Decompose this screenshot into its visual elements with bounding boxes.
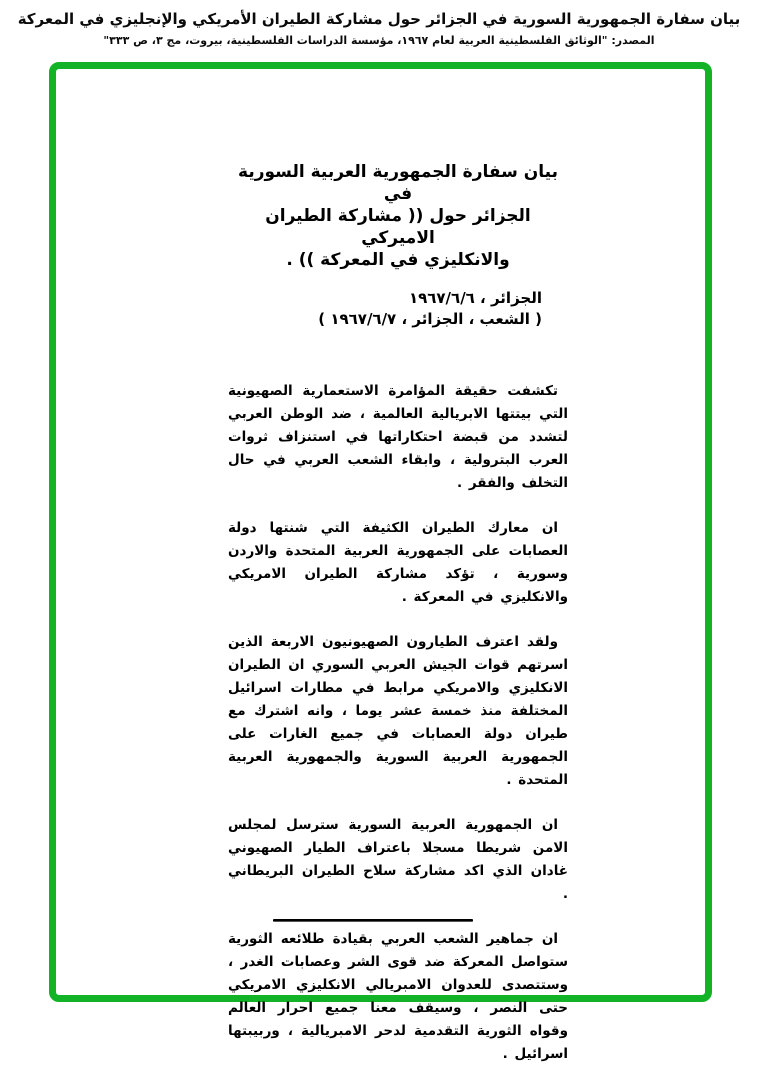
paragraph: ان جماهير الشعب العربي بقيادة طلائعه الثورية ستواصل المعركة ضد قوى الشر وعصابات الغدر ، وستتصدى للعدوان الامبريالي الانكليزي الامريكي حتى النصر ، وسيقف معنا جميع احرار العالم وقواه الثورية التقدمية لدحر الامبريالية ، وربيبتها اسرائيل . [228, 931, 568, 1062]
document-heading: بيان سفارة الجمهورية السورية في الجزائر حول مشاركة الطيران الأمريكي والإنجليزي في المعركة [17, 10, 741, 28]
dateline: الجزائر ، ١٩٦٧/٦/٦ [408, 289, 542, 307]
statement-title-line1: بيان سفارة الجمهورية العربية السورية في [238, 162, 558, 204]
dateline-block [228, 288, 568, 330]
paragraph: ان معارك الطيران الكثيفة التي شنتها دولة العصابات على الجمهورية العربية المتحدة والاردن وسورية ، تؤكد مشاركة الطيران الامريكي والانكليزي في المعركة . [228, 520, 568, 605]
publication-line: ( الشعب ، الجزائر ، ١٩٦٧/٦/٧ ) [318, 310, 542, 328]
paragraph: تكشفت حقيقة المؤامرة الاستعمارية الصهيونية التي بيتتها الابريالية العالمية ، ضد الوطن العربي لتشدد من قبضة احتكاراتها في استنزاف ثروات العرب البترولية ، وابقاء الشعب العربي في حال التخلف والفقر . [228, 383, 568, 491]
statement-body [228, 380, 568, 1066]
statement-title [228, 161, 568, 271]
statement-title-line3: والانكليزي في المعركة )) . [286, 250, 510, 270]
scanned-document-frame [49, 62, 712, 1062]
source-citation: المصدر: "الوثائق الفلسطينية العربية لعام ١٩٦٧، مؤسسة الدراسات الفلسطينية، بيروت، مج ٣، ص ٣٣٣" [103, 34, 655, 47]
statement-title-line2: الجزائر حول (( مشاركة الطيران الاميركي [265, 206, 531, 248]
paragraph: ولقد اعترف الطيارون الصهيونيون الاربعة الذين اسرتهم قوات الجيش العربي السوري ان الطيران الانكليزي والامريكي مرابط في مطارات اسرائيل المختلفة منذ خمسة عشر يوما ، وانه اشترك مع طيران دولة العصابات في جميع الغارات على الجمهورية العربية السورية والجمهورية العربية المتحدة . [228, 634, 568, 788]
paragraph: ان الجمهورية العربية السورية سترسل لمجلس الامن شريطا مسجلا باعتراف الطيار الصهيوني غادان الذي اكد مشاركة سلاح الطيران البريطاني . [228, 817, 568, 902]
page-header [0, 8, 758, 48]
signature-rule [273, 919, 473, 922]
document-text-column [228, 69, 568, 1066]
